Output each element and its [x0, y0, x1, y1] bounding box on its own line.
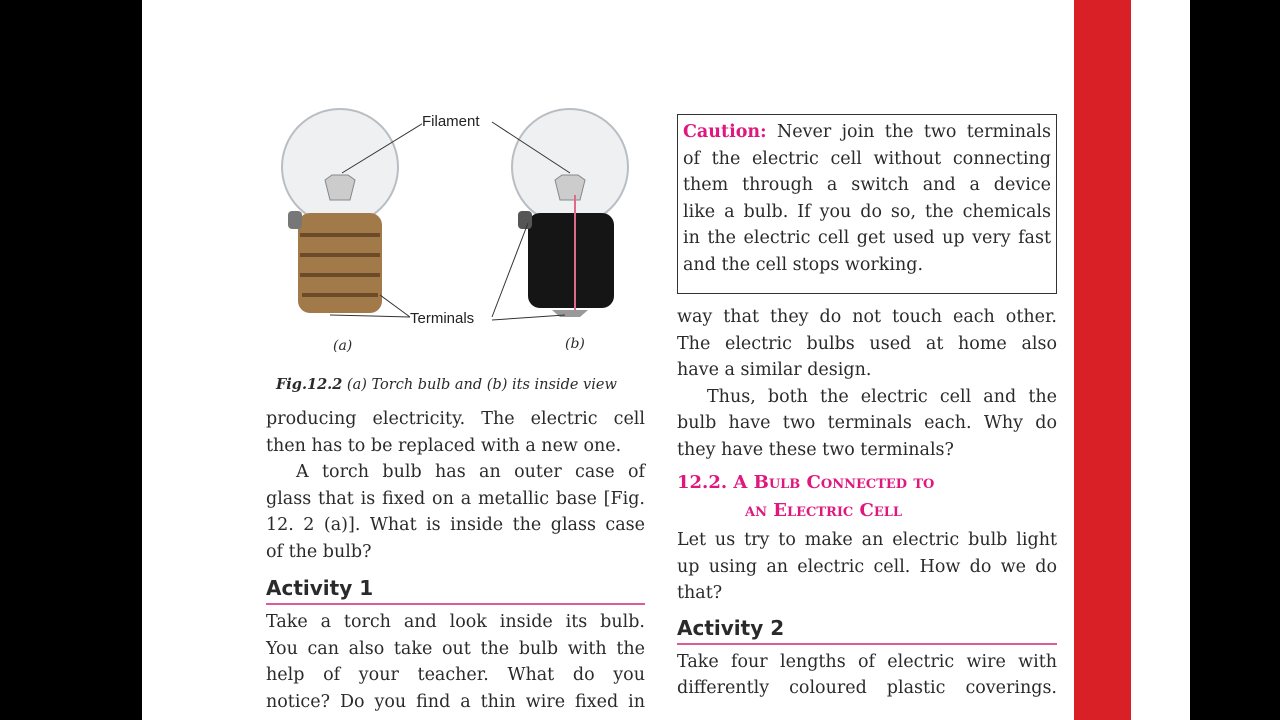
bulb-b-image [512, 109, 628, 317]
text-line: that? [677, 583, 723, 603]
figure-caption-text: (a) Torch bulb and (b) its inside view [342, 377, 617, 393]
text-line: them through a switch and a device [683, 175, 1051, 195]
text-line: Take a torch and look inside its bulb. [266, 612, 645, 632]
text-line: producing electricity. The electric cell [266, 409, 645, 429]
text-line: way that they do not touch each other. [677, 307, 1057, 327]
text-line: A torch bulb has an outer case of [296, 462, 645, 482]
text-line: up using an electric cell. How do we do [677, 556, 1057, 577]
text-line: bulb have two terminals each. Why do [677, 413, 1057, 433]
text-line: 12. 2 (a)]. What is inside the glass case [266, 515, 645, 535]
label-a: (a) [333, 338, 353, 354]
activity-1-heading: Activity 1 [266, 573, 645, 605]
terminals-label: Terminals [410, 310, 475, 327]
figure-caption [276, 376, 617, 393]
caution-box [677, 114, 1057, 294]
text-line: Take four lengths of electric wire with [677, 651, 1057, 672]
section-heading-line-1: 12.2. A Bulb Connected to [677, 472, 935, 493]
text-line: differently coloured plastic coverings. [677, 678, 1057, 698]
text-line: help of your teacher. What do you [266, 665, 645, 685]
text-line: glass that is fixed on a metallic base [Fig. [266, 488, 645, 509]
right-column [677, 304, 1057, 702]
text-line: notice? Do you find a thin wire fixed in [266, 691, 645, 712]
page-margin [1131, 0, 1190, 720]
text-line: like a bulb. If you do so, the chemicals [683, 201, 1051, 222]
figure-number: Fig.12.2 [276, 376, 343, 393]
text-line: Never join the two terminals [766, 122, 1051, 142]
label-b: (b) [565, 336, 585, 352]
filament-label: Filament [422, 113, 480, 130]
section-heading [677, 469, 1057, 525]
text-line: then has to be replaced with a new one. [266, 435, 622, 456]
text-line: and the cell stops working. [683, 254, 924, 275]
text-line: of the electric cell without connecting [683, 148, 1051, 169]
text-line: in the electric cell get used up very fast [683, 228, 1051, 248]
red-side-bar [1074, 0, 1131, 720]
left-column [266, 406, 645, 715]
text-line: Let us try to make an electric bulb light [677, 530, 1057, 550]
text-line: they have these two terminals? [677, 439, 954, 460]
activity-2-heading: Activity 2 [677, 613, 1057, 645]
text-line: of the bulb? [266, 541, 372, 562]
bulb-a-image [282, 109, 398, 313]
torch-bulb-figure [270, 105, 650, 330]
text-line: You can also take out the bulb with the [266, 638, 645, 659]
text-line: have a similar design. [677, 360, 872, 380]
text-line: The electric bulbs used at home also [677, 333, 1057, 354]
caution-label: Caution: [683, 122, 767, 142]
text-line: Thus, both the electric cell and the [707, 386, 1057, 407]
section-heading-line-2: an Electric Cell [745, 500, 903, 521]
